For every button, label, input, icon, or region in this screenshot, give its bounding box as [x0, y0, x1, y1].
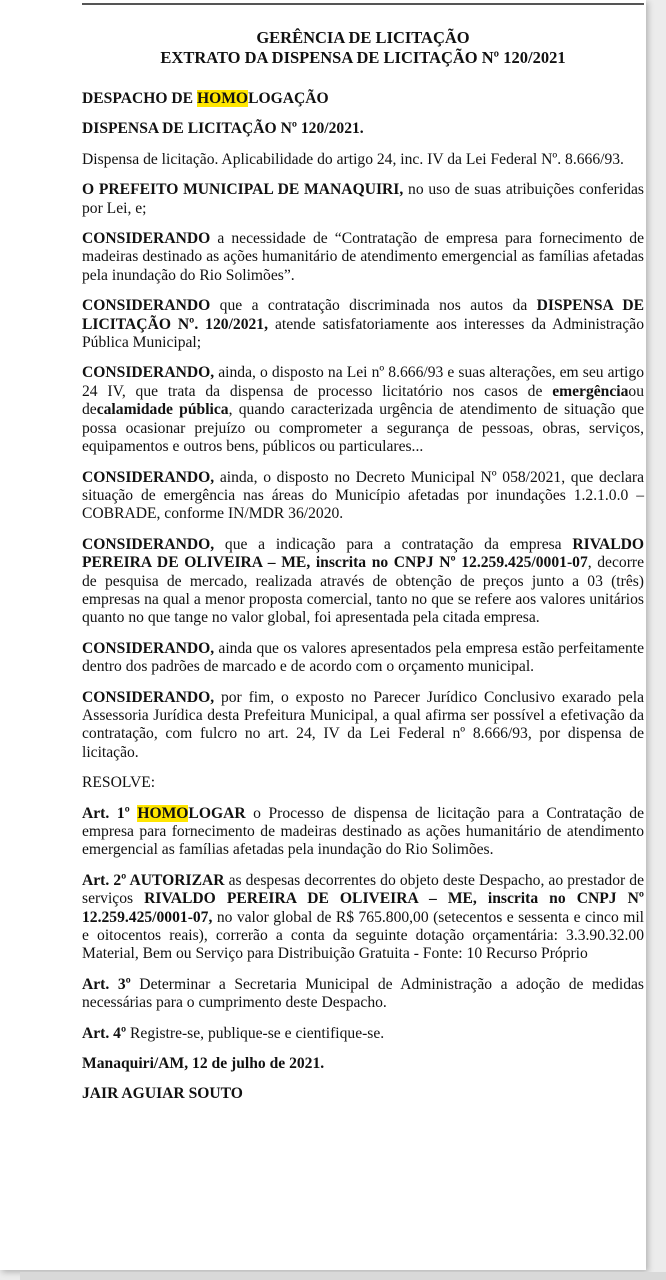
page-shadow-edge — [20, 1272, 666, 1280]
article-3: Art. 3º Determinar a Secretaria Municipal de Administração a adoção de medidas necessárias para o cumprimento deste Despacho. — [82, 975, 644, 1012]
dispensa-title: DISPENSA DE LICITAÇÃO Nº 120/2021. — [82, 120, 364, 138]
search-highlight: HOMO — [196, 90, 249, 107]
document-body — [82, 90, 644, 1116]
considerando-paragraph-7: CONSIDERANDO, por fim, o exposto no Parecer Jurídico Conclusivo exarado pela Assessoria Jurídica desta Prefeitura Municipal, a qual afirma ser possível a efetivação da contratação, com fulcro no art. 24, IV da Lei Federal nº 8.666/93, por dispensa de licitação. — [82, 688, 644, 761]
article-2: Art. 2º AUTORIZAR as despesas decorrentes do objeto deste Despacho, ao prestador de serviços RIVALDO PEREIRA DE OLIVEIRA – ME, inscrita no CNPJ Nº 12.259.425/0001-07, no valor global de R$ 765.800,00 (setecentos e sessenta e cinco mil e oitocentos reais), correrão a conta da seguinte dotação orçamentária: 3.3.90.32.00 Material, Bem ou Serviço para Distribuição Gratuita - Fonte: 10 Recurso Próprio — [82, 871, 645, 963]
considerando-paragraph-6: CONSIDERANDO, ainda que os valores apresentados pela empresa estão perfeitamente dentro dos padrões de marcado e de acordo com o orçamento municipal. — [82, 639, 644, 676]
despacho-title: DESPACHO DE HOMOLOGAÇÃO — [82, 90, 329, 107]
top-rule — [82, 3, 644, 5]
considerando-paragraph-2: CONSIDERANDO que a contratação discriminada nos autos da DISPENSA DE LICITAÇÃO Nº. 120/2021, atende satisfatoriamente aos interesses da Administração Pública Municipal; — [82, 297, 644, 352]
search-highlight: HOMO — [137, 804, 189, 822]
place-and-date: Manaquiri/AM, 12 de julho de 2021. — [82, 1055, 325, 1073]
header-line-1: GERÊNCIA DE LICITAÇÃO — [256, 28, 470, 47]
considerando-paragraph-5: CONSIDERANDO, que a indicação para a contratação da empresa RIVALDO PEREIRA DE OLIVEIRA – ME, inscrita no CNPJ Nº 12.259.425/0001-07, decorre de pesquisa de mercado, realizada através de obtenção de preços junto a 03 (três) empresas na qual a menor proposta comercial, tanto no que se refere aos valores unitários quanto no que tange no valor global, foi apresentada pela citada empresa. — [82, 535, 645, 627]
document-header — [82, 28, 644, 68]
article-4: Art. 4º Registre-se, publique-se e cientifique-se. — [82, 1024, 385, 1042]
signature-name: JAIR AGUIAR SOUTO — [82, 1085, 243, 1103]
ementa: Dispensa de licitação. Aplicabilidade do artigo 24, inc. IV da Lei Federal Nº. 8.666/93. — [82, 150, 624, 168]
considerando-paragraph-4: CONSIDERANDO, ainda, o disposto no Decreto Municipal Nº 058/2021, que declara situação de emergência nas áreas do Município afetadas por inundações 1.2.1.0.0 – COBRADE, conforme IN/MDR 36/2020. — [82, 468, 644, 523]
considerando-paragraph-1: CONSIDERANDO a necessidade de “Contratação de empresa para fornecimento de madeiras destinado as ações humanitário de atendimento emergencial as famílias afetadas pela inundação do Rio Solimões”. — [82, 230, 644, 284]
header-line-2: EXTRATO DA DISPENSA DE LICITAÇÃO Nº 120/2021 — [160, 48, 566, 67]
resolve-heading: RESOLVE: — [82, 774, 156, 792]
article-1: Art. 1º HOMOLOGAR o Processo de dispensa de licitação para a Contratação de empresa para fornecimento de madeiras destinado as ações humanitário de atendimento emergencial as famílias afetadas pela inundação do Rio Solimões. — [82, 804, 645, 859]
prefeito-paragraph: O PREFEITO MUNICIPAL DE MANAQUIRI, no uso de suas atribuições conferidas por Lei, e; — [82, 181, 644, 217]
considerando-paragraph-3: CONSIDERANDO, ainda, o disposto na Lei nº 8.666/93 e suas alterações, em seu artigo 24 IV, que trata da dispensa de processo licitatório nos casos de emergênciaou decalamidade pública, quando caracterizada urgência de atendimento de situação que possa ocasionar prejuízo ou comprometer a segurança de pessoas, obras, serviços, equipamentos e outros bens, públicos ou particulares... — [82, 364, 644, 456]
